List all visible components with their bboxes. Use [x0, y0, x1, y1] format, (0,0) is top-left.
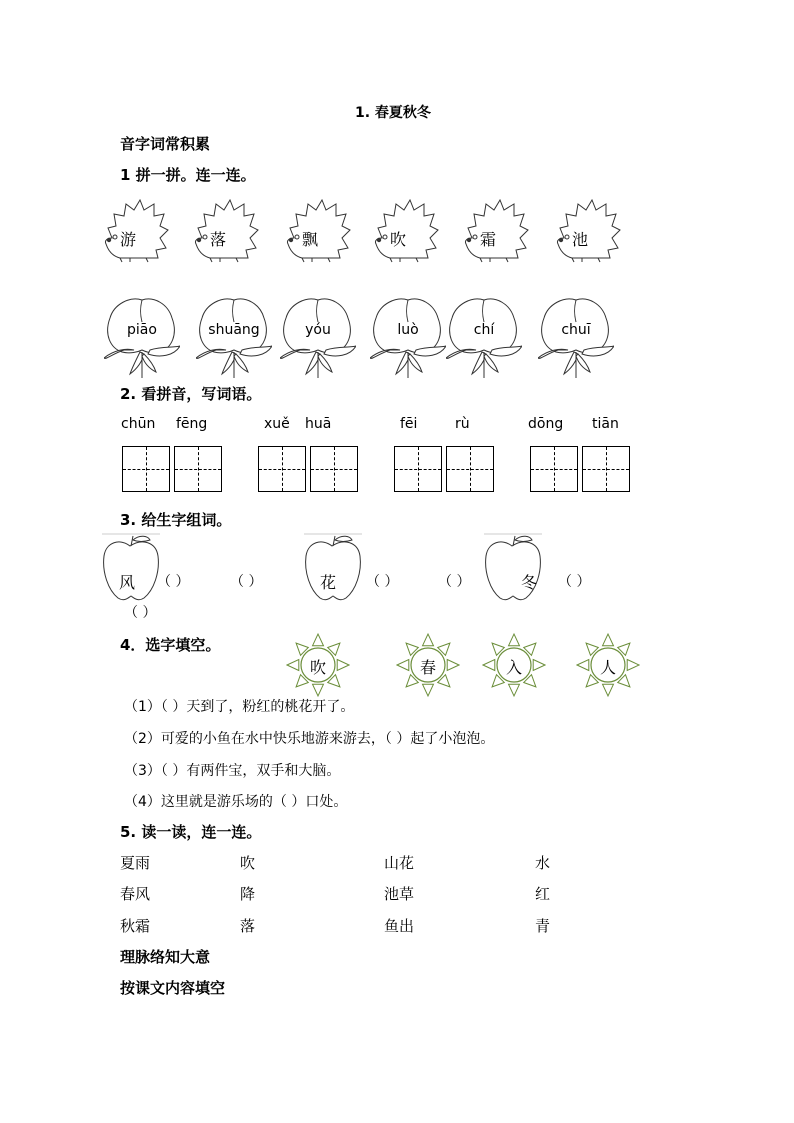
peach-pinyin: chuī: [561, 322, 591, 338]
fill-sentence-4: （4）这里就是游乐场的（ ）口处。: [124, 794, 348, 810]
match-word[interactable]: 青: [535, 917, 551, 935]
peach-pinyin: luò: [397, 322, 419, 338]
question-1-heading: 1 拼一拼。连一连。: [120, 166, 256, 184]
fill-sentence-3: （3）（ ）有两件宝，双手和大脑。: [124, 763, 341, 779]
sun-char: 入: [505, 658, 522, 677]
blank-paren[interactable]: （ ）: [366, 574, 399, 590]
question-4-heading: 4．选字填空。: [120, 636, 221, 654]
fill-sentence-1: （1）（ ）天到了，粉红的桃花开了。: [124, 699, 355, 715]
blank-paren[interactable]: （ ）: [157, 574, 190, 590]
pinyin-label: fēi: [400, 416, 418, 432]
question-3-heading: 3. 给生字组词。: [120, 511, 232, 529]
apple-icon: [100, 532, 162, 606]
pinyin-label: fēng: [176, 416, 208, 432]
apple-icon: [302, 532, 364, 606]
pinyin-label: huā: [305, 416, 332, 432]
pinyin-label: chūn: [121, 416, 156, 432]
blank-paren[interactable]: （ ）: [558, 574, 591, 590]
pinyin-label: tiān: [592, 416, 619, 432]
apple-char: 冬: [521, 573, 538, 592]
blank-paren[interactable]: （ ）: [438, 574, 471, 590]
peach-pinyin: shuāng: [208, 322, 260, 338]
blank-paren[interactable]: （ ）: [230, 574, 263, 590]
hedgehog-char: 霜: [479, 230, 496, 249]
fill-sentence-2: （2）可爱的小鱼在水中快乐地游来游去，（ ）起了小泡泡。: [124, 731, 495, 747]
sun-char: 人: [599, 658, 616, 677]
match-word[interactable]: 夏雨: [120, 854, 151, 872]
match-word[interactable]: 鱼出: [384, 917, 415, 935]
match-word[interactable]: 落: [240, 917, 256, 935]
match-word[interactable]: 秋霜: [120, 917, 151, 935]
question-2-heading: 2. 看拼音，写词语。: [120, 385, 262, 403]
writing-grid-box[interactable]: [122, 446, 170, 492]
pinyin-label: dōng: [528, 416, 564, 432]
apple-char: 风: [119, 573, 136, 592]
sun-char: 春: [419, 658, 436, 677]
hedgehog-char: 吹: [389, 230, 406, 249]
match-word[interactable]: 山花: [384, 854, 415, 872]
peach-pinyin: chí: [473, 322, 495, 338]
section-heading-3: 按课文内容填空: [120, 979, 226, 997]
match-word[interactable]: 池草: [384, 885, 415, 903]
question-5-heading: 5. 读一读，连一连。: [120, 823, 262, 841]
match-word[interactable]: 吹: [240, 854, 256, 872]
page-title: 1. 春夏秋冬: [355, 105, 431, 121]
pinyin-label: rù: [455, 416, 470, 432]
section-heading-1: 音字词常积累: [120, 135, 211, 153]
hedgehog-char: 池: [571, 230, 588, 249]
writing-grid-box[interactable]: [258, 446, 306, 492]
hedgehog-char: 游: [119, 230, 136, 249]
writing-grid-box[interactable]: [174, 446, 222, 492]
writing-grid-box[interactable]: [582, 446, 630, 492]
match-word[interactable]: 降: [240, 885, 256, 903]
writing-grid-box[interactable]: [310, 446, 358, 492]
match-word[interactable]: 红: [535, 885, 551, 903]
peach-pinyin: yóu: [305, 322, 331, 338]
hedgehog-char: 飘: [301, 230, 318, 249]
writing-grid-box[interactable]: [530, 446, 578, 492]
writing-grid-box[interactable]: [394, 446, 442, 492]
peach-pinyin: piāo: [127, 322, 157, 338]
apple-icon: [482, 532, 544, 606]
match-word[interactable]: 春风: [120, 885, 151, 903]
sun-char: 吹: [309, 658, 326, 677]
blank-paren[interactable]: （ ）: [124, 605, 157, 621]
match-word[interactable]: 水: [535, 854, 551, 872]
apple-char: 花: [320, 573, 337, 592]
hedgehog-char: 落: [209, 230, 226, 249]
section-heading-2: 理脉络知大意: [120, 948, 211, 966]
pinyin-label: xuě: [264, 416, 290, 432]
writing-grid-box[interactable]: [446, 446, 494, 492]
